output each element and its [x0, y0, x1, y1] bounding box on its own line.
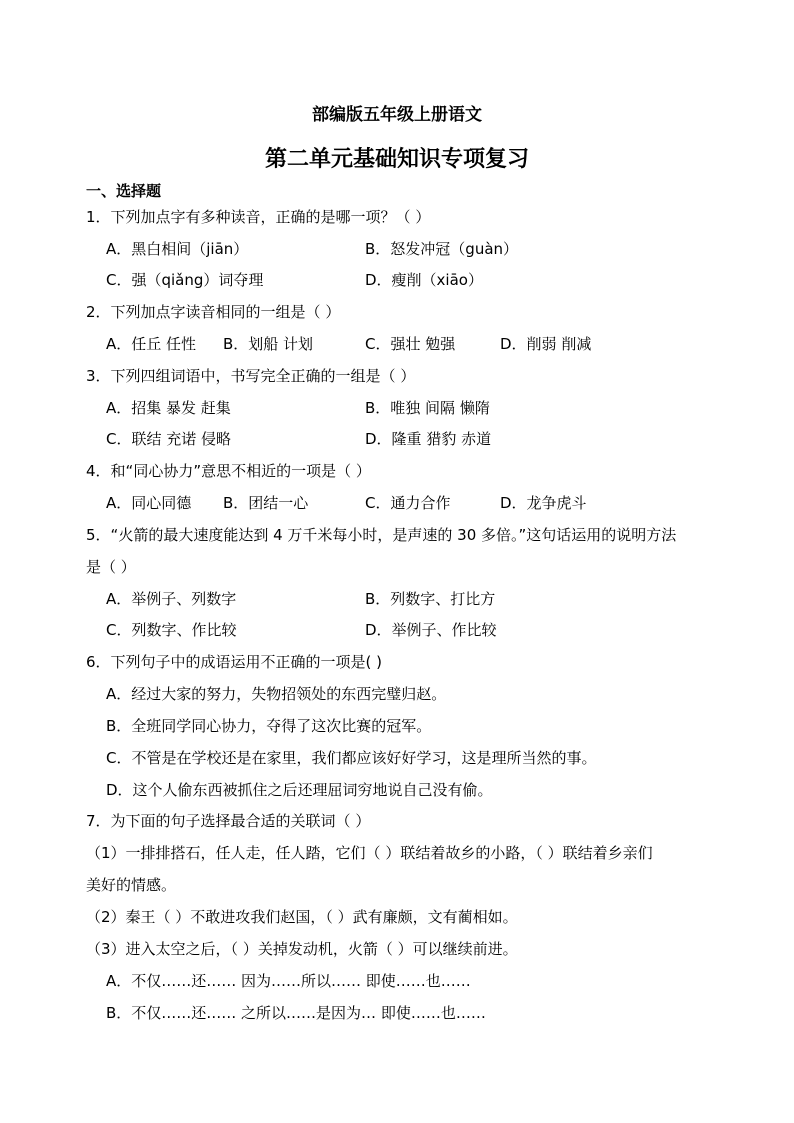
question-5-option-c: C．列数字、作比较 [106, 621, 237, 639]
question-7-stem: 7．为下面的句子选择最合适的关联词（ ） [86, 812, 371, 830]
question-1-option-d: D．瘦削（xiāo） [365, 271, 483, 289]
question-4-option-a: A．同心同德 [106, 494, 192, 512]
question-3-option-b: B．唯独 间隔 懒隋 [365, 399, 490, 417]
question-2-stem: 2．下列加点字读音相同的一组是（ ） [86, 303, 341, 321]
question-7-sentence-1: （1）一排排搭石，任人走，任人踏，它们（ ）联结着故乡的小路，（ ）联结着乡亲们 [86, 844, 653, 862]
question-3-option-d: D．隆重 猎豹 赤道 [365, 430, 492, 448]
question-5-stem: 5．“火箭的最大速度能达到 4 万千米每小时，是声速的 30 多倍。”这句话运用的说明方法 [86, 526, 677, 544]
question-6-option-b: B．全班同学同心协力，夺得了这次比赛的冠军。 [106, 717, 432, 735]
question-4-stem: 4．和“同心协力”意思不相近的一项是（ ） [86, 462, 371, 480]
question-6-stem: 6．下列句子中的成语运用不正确的一项是( ) [86, 653, 383, 671]
question-6-option-d: D．这个人偷东西被抓住之后还理屈词穷地说自己没有偷。 [106, 781, 493, 799]
question-5-stem-continued: 是（ ） [86, 558, 136, 576]
question-7-sentence-2: （2）秦王（ ）不敢进攻我们赵国，（ ）武有廉颇，文有蔺相如。 [86, 908, 518, 926]
question-4-option-d: D．龙争虎斗 [500, 494, 587, 512]
section-heading: 一、选择题 [86, 182, 162, 200]
question-3-option-a: A．招集 暴发 赶集 [106, 399, 231, 417]
question-1-option-b: B．怒发冲冠（guàn） [365, 240, 519, 258]
question-7-sentence-1-continued: 美好的情感。 [86, 876, 177, 894]
question-6-option-a: A．经过大家的努力，失物招领处的东西完璧归赵。 [106, 685, 447, 703]
question-4-option-b: B．团结一心 [223, 494, 309, 512]
question-6-option-c: C．不管是在学校还是在家里，我们都应该好好学习，这是理所当然的事。 [106, 749, 597, 767]
question-5-option-d: D．举例子、作比较 [365, 621, 497, 639]
question-1-option-a: A．黑白相间（jiān） [106, 240, 249, 258]
question-3-option-c: C．联结 充诺 侵略 [106, 430, 232, 448]
question-2-option-b: B．划船 计划 [223, 335, 314, 353]
question-2-option-d: D．削弱 削减 [500, 335, 592, 353]
document-subtitle: 第二单元基础知识专项复习 [264, 147, 529, 172]
question-1-stem: 1．下列加点字有多种读音，正确的是哪一项？（ ） [86, 208, 431, 226]
question-3-stem: 3．下列四组词语中，书写完全正确的一组是（ ） [86, 367, 416, 385]
document-title: 部编版五年级上册语文 [312, 105, 482, 125]
question-7-sentence-3: （3）进入太空之后，（ ）关掉发动机，火箭（ ）可以继续前进。 [86, 940, 518, 958]
question-5-option-b: B．列数字、打比方 [365, 590, 496, 608]
question-2-option-a: A．任丘 任性 [106, 335, 197, 353]
question-4-option-c: C．通力合作 [365, 494, 451, 512]
question-5-option-a: A．举例子、列数字 [106, 590, 237, 608]
question-1-option-c: C．强（qiǎng）词夺理 [106, 271, 264, 289]
question-7-option-b: B．不仅……还…… 之所以……是因为… 即使……也…… [106, 1004, 486, 1022]
question-2-option-c: C．强壮 勉强 [365, 335, 456, 353]
question-7-option-a: A．不仅……还…… 因为……所以…… 即使……也…… [106, 972, 471, 990]
